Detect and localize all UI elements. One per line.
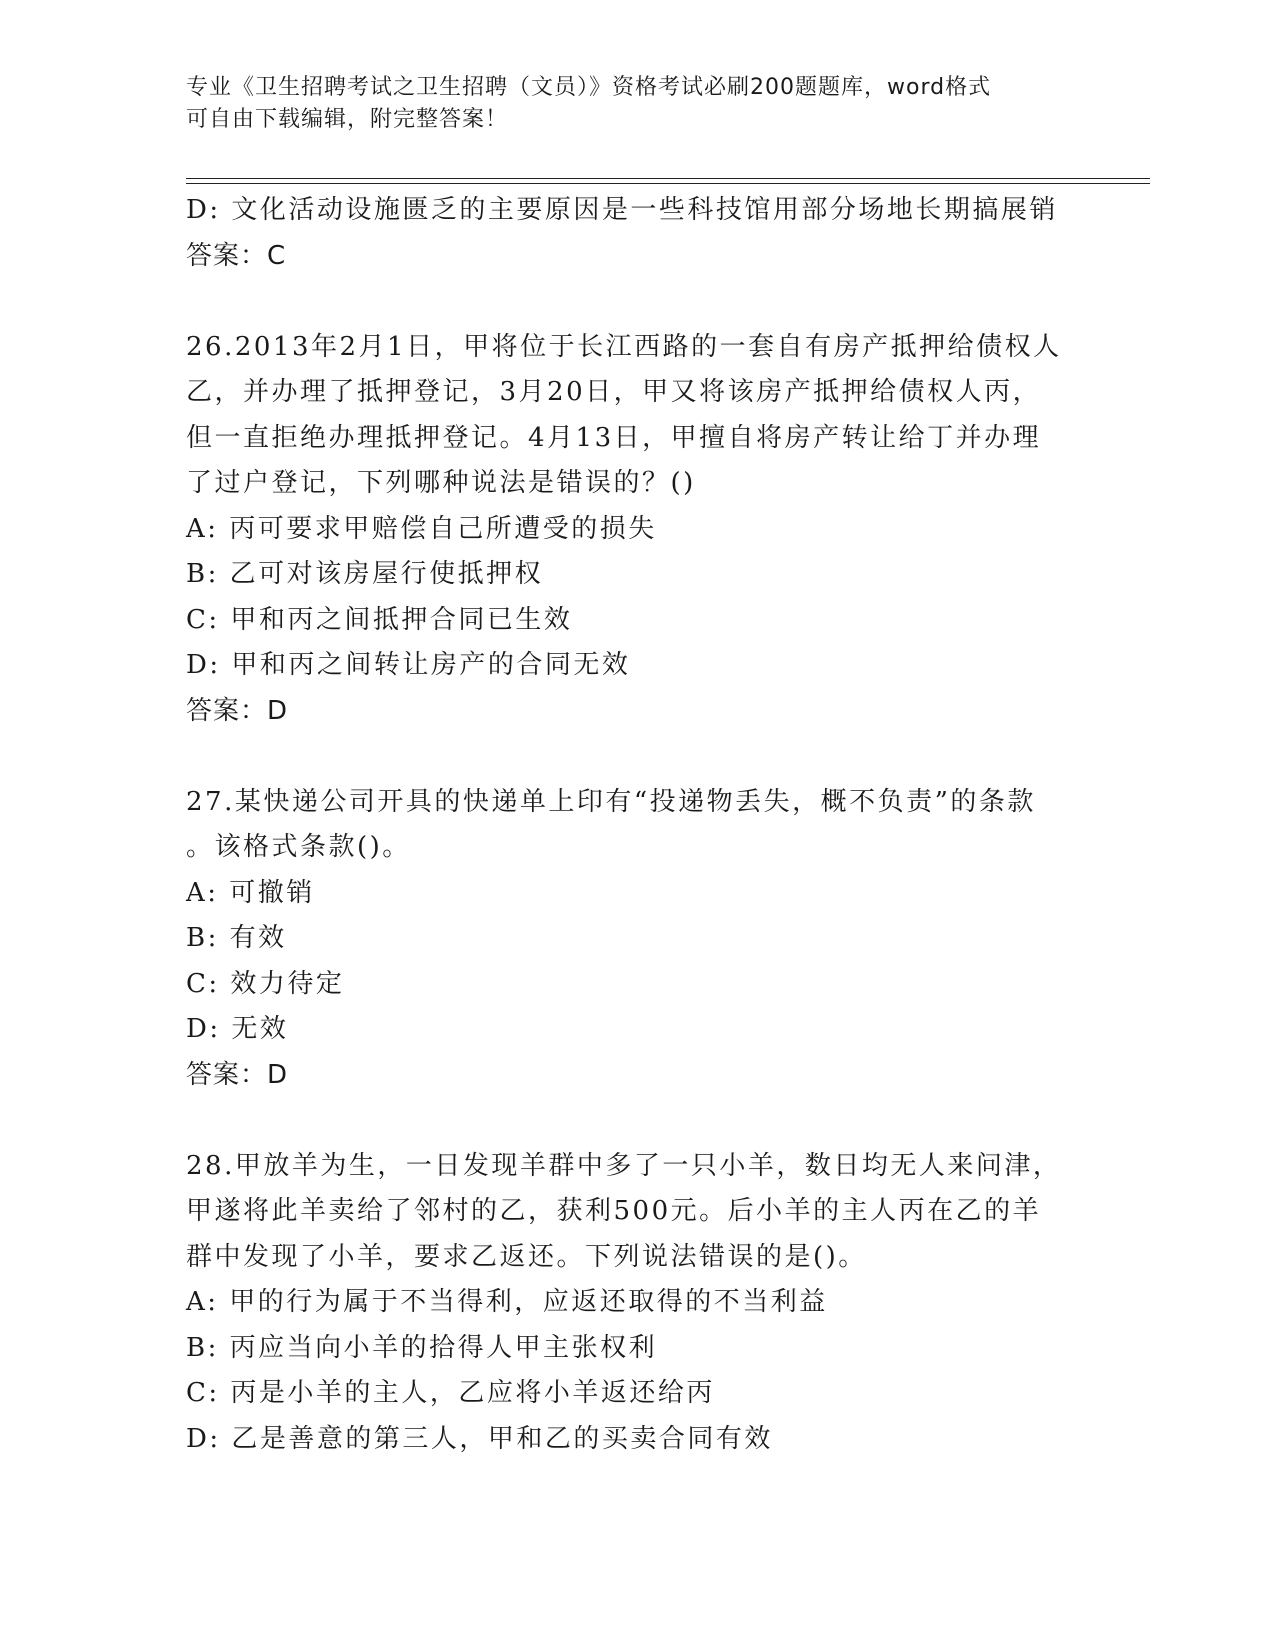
- question-block: [186, 325, 1086, 735]
- question-block: [186, 188, 1086, 279]
- block-spacer: [186, 279, 1086, 325]
- option-line: D: 文化活动设施匮乏的主要原因是一些科技馆用部分场地长期搞展销: [186, 195, 1058, 225]
- document-header: [186, 72, 1086, 136]
- question-text-line: 26.2013年2月1日，甲将位于长江西路的一套自有房产抵押给债权人: [186, 331, 1062, 362]
- option-line: D: 乙是善意的第三人，甲和乙的买卖合同有效: [186, 1423, 773, 1454]
- question-block: [186, 780, 1086, 1099]
- header-line: 专业《卫生招聘考试之卫生招聘（文员）》资格考试必刷200题题库，word格式: [186, 75, 992, 100]
- answer-line: 答案：C: [186, 240, 287, 271]
- block-spacer: [186, 1098, 1086, 1144]
- header-divider: [186, 178, 1150, 179]
- question-text-line: 群中发现了小羊，要求乙返还。下列说法错误的是()。: [186, 1241, 867, 1272]
- header-line: 可自由下载编辑，附完整答案！: [186, 107, 509, 132]
- header-divider: [186, 183, 1150, 184]
- option-line: C: 甲和丙之间抵押合同已生效: [186, 604, 573, 635]
- question-text-line: 28.甲放羊为生，一日发现羊群中多了一只小羊，数日均无人来问津，: [186, 1150, 1062, 1181]
- option-line: A: 甲的行为属于不当得利，应返还取得的不当利益: [186, 1287, 828, 1317]
- question-text-line: 27.某快递公司开具的快递单上印有“投递物丢失，概不负责”的条款: [186, 786, 1036, 817]
- question-text-line: 甲遂将此羊卖给了邻村的乙，获利500元。后小羊的主人丙在乙的羊: [186, 1196, 1042, 1226]
- option-line: A: 丙可要求甲赔偿自己所遭受的损失: [186, 513, 657, 544]
- question-text-line: 但一直拒绝办理抵押登记。4月13日，甲擅自将房产转让给丁并办理: [186, 422, 1042, 453]
- question-text-line: 乙，并办理了抵押登记，3月20日，甲又将该房产抵押给债权人丙，: [186, 377, 1042, 407]
- question-text-line: 。该格式条款()。: [186, 832, 411, 862]
- option-line: B: 乙可对该房屋行使抵押权: [186, 559, 544, 589]
- option-line: A: 可撤销: [186, 877, 315, 908]
- option-line: C: 效力待定: [186, 968, 345, 999]
- option-line: C: 丙是小羊的主人，乙应将小羊返还给丙: [186, 1378, 715, 1408]
- answer-line: 答案：D: [186, 695, 289, 726]
- answer-line: 答案：D: [186, 1059, 289, 1090]
- block-spacer: [186, 734, 1086, 780]
- question-text-line: 了过户登记，下列哪种说法是错误的？(): [186, 468, 696, 498]
- option-line: B: 丙应当向小羊的拾得人甲主张权利: [186, 1332, 658, 1363]
- option-line: D: 无效: [186, 1014, 289, 1044]
- question-block: [186, 1144, 1086, 1463]
- option-line: B: 有效: [186, 923, 287, 953]
- question-content: [186, 188, 1086, 1462]
- option-line: D: 甲和丙之间转让房产的合同无效: [186, 650, 631, 680]
